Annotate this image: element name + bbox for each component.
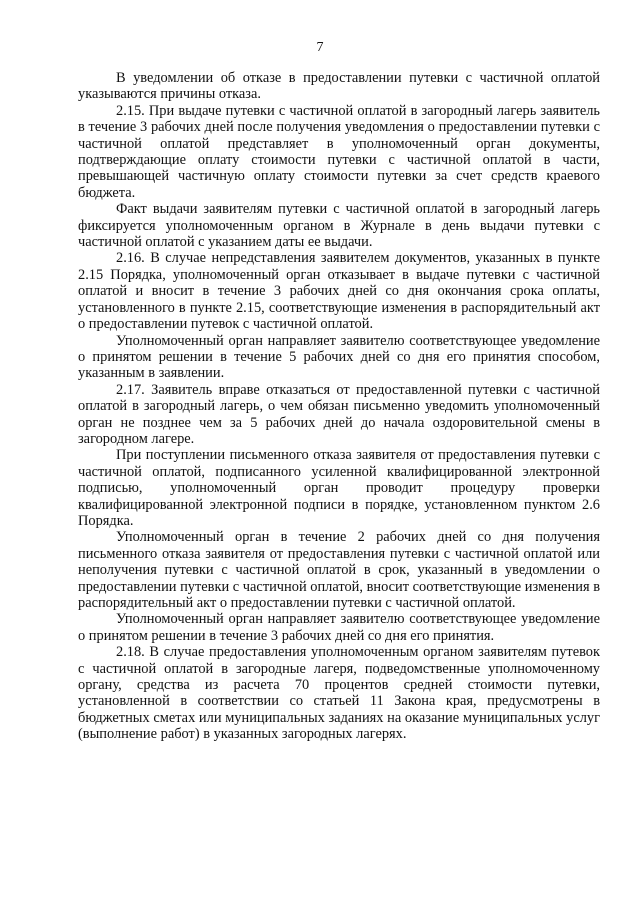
paragraph-2-18: 2.18. В случае предоставления уполномоченным органом заявителям путевок с частичной оплатой в загородные лагеря, подведомственные уполномоченному органу, средства из расчета 70 процентов средней стоимости путевки, установленной в соответствии со статьей 11 Закона края, предусмотрены в бюджетных сметах или муниципальных заданиях на оказание муниципальных услуг (выполнение работ) в указанных загородных лагерях. xyxy=(78,644,600,743)
paragraph-changes-2-days: Уполномоченный орган в течение 2 рабочих дней со дня получения письменного отказа заявителя от предоставления путевки с частичной оплатой или неполучения путевки с частичной оплатой в срок, указанный в уведомлении о предоставлении путевки с частичной оплатой, вносит соответствующие изменения в распорядительный акт о предоставлении путевки с частичной оплатой. xyxy=(78,529,600,611)
document-body xyxy=(78,70,600,743)
paragraph-2-15: 2.15. При выдаче путевки с частичной оплатой в загородный лагерь заявитель в течение 3 рабочих дней после получения уведомления о предоставлении путевки с частичной оплатой представляет в уполномоченный орган документы, подтверждающие оплату стоимости путевки с частичной оплатой в части, превышающей частичную оплату стоимости путевки за счет средств краевого бюджета. xyxy=(78,102,600,201)
paragraph-2-16: 2.16. В случае непредставления заявителем документов, указанных в пункте 2.15 Порядка, уполномоченный орган отказывает в выдаче путевки с частичной оплатой и вносит в течение 3 рабочих дней со дня окончания срока оплаты, установленного в пункте 2.15, соответствующие изменения в распорядительный акт о предоставлении путевок с частичной оплатой. xyxy=(78,250,600,333)
paragraph-notification-5-days: Уполномоченный орган направляет заявителю соответствующее уведомление о принятом решении в течение 5 рабочих дней со дня его принятия способом, указанным в заявлении. xyxy=(78,332,600,382)
paragraph-journal-record: Факт выдачи заявителям путевки с частичной оплатой в загородный лагерь фиксируется уполномоченным органом в Журнале в день выдачи путевки с частичной оплатой с указанием даты ее выдачи. xyxy=(78,201,600,251)
page-number: 7 xyxy=(316,40,324,55)
paragraph-notification-3-days: Уполномоченный орган направляет заявителю соответствующее уведомление о принятом решении в течение 3 рабочих дней со дня его принятия. xyxy=(78,611,600,644)
paragraph-electronic-signature: При поступлении письменного отказа заявителя от предоставления путевки с частичной оплатой, подписанного усиленной квалифицированной электронной подписью, уполномоченный орган проводит процедуру проверки квалифицированной электронной подписи в порядке, установленном пунктом 2.6 Порядка. xyxy=(78,447,600,529)
paragraph-refusal-reasons: В уведомлении об отказе в предоставлении путевки с частичной оплатой указываются причины отказа. xyxy=(78,70,600,103)
paragraph-2-17: 2.17. Заявитель вправе отказаться от предоставленной путевки с частичной оплатой в загородный лагерь, о чем обязан письменно уведомить уполномоченный орган не позднее чем за 5 рабочих дней до начала оздоровительной смены в загородном лагере. xyxy=(78,381,600,447)
